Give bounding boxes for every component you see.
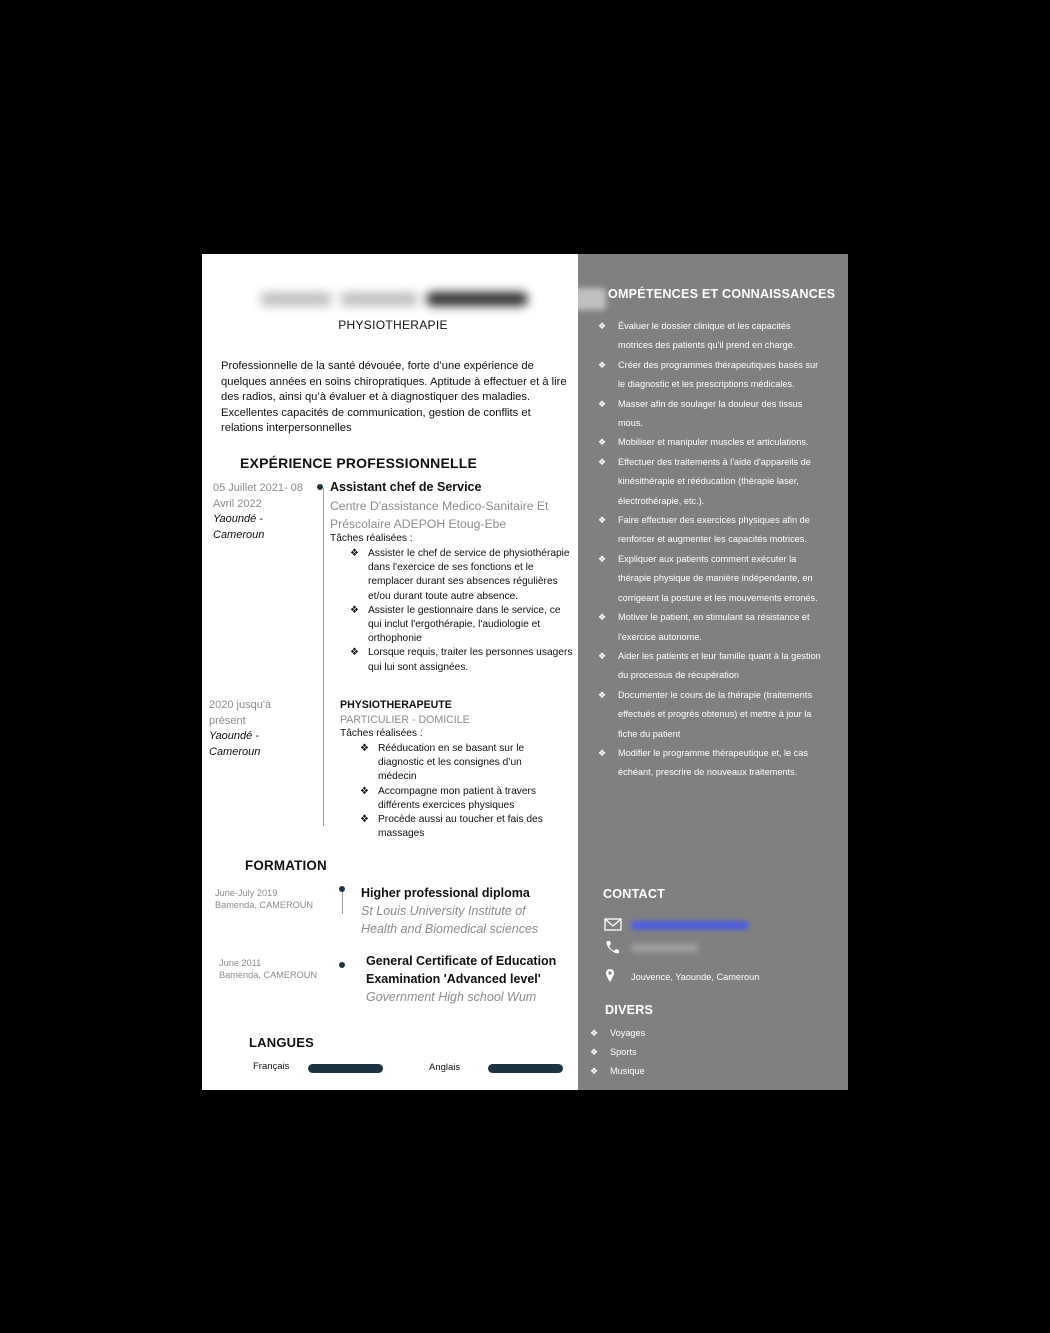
skills-heading: OMPÉTENCES ET CONNAISSANCES <box>608 287 836 301</box>
diamond-bullet-icon: ❖ <box>350 647 359 659</box>
job-tasks <box>340 742 550 841</box>
experience-heading: EXPÉRIENCE PROFESSIONNELLE <box>240 455 478 471</box>
job-title: Assistant chef de Service <box>330 480 482 494</box>
education-title: General Certificate of Education Examination 'Advanced level' <box>366 954 557 986</box>
education-school: St Louis University Institute of Health and Biomedical sciences <box>361 904 539 936</box>
diamond-bullet-icon: ❖ <box>360 814 369 826</box>
education-place: Bamenda, CAMEROUN <box>215 900 314 910</box>
languages-heading: LANGUES <box>249 1035 314 1050</box>
skill-item: ❖ Expliquer aux patients comment exécuter la thérapie physique de manière indépendante, en corrigeant la posture et les mouvements erronés. <box>598 550 823 608</box>
diamond-bullet-icon: ❖ <box>590 1047 599 1058</box>
education-heading: FORMATION <box>245 858 327 873</box>
language-level-bar <box>488 1064 563 1073</box>
language-label: Français <box>253 1061 290 1072</box>
education-date <box>219 957 317 981</box>
tasks-label: Tâches réalisées : <box>330 533 413 544</box>
skill-item: ❖ Documenter le cours de la thérapie (traitements effectués et progrès obtenus) et mettre à jour la fiche du patient <box>598 686 823 744</box>
diamond-bullet-icon: ❖ <box>598 515 607 526</box>
skill-item: ❖ Mobiliser et manipuler muscles et articulations. <box>598 433 823 452</box>
divers-item: ❖ Musique <box>590 1062 645 1081</box>
email-redacted <box>631 921 749 930</box>
education-school: Government High school Wum <box>366 990 537 1004</box>
contact-address: Jouvence, Yaounde, Cameroun <box>631 972 760 982</box>
skills-list <box>598 317 823 783</box>
language-label: Anglais <box>429 1062 461 1073</box>
skill-item: ❖ Masser afin de soulager la douleur des tissus mous. <box>598 395 823 434</box>
main-column <box>202 254 578 1090</box>
skill-item: ❖ Aider les patients et leur famille quant à la gestion du processus de récupération <box>598 647 823 686</box>
experience-timeline <box>323 488 324 826</box>
phone-icon <box>604 939 622 955</box>
diamond-bullet-icon: ❖ <box>598 612 607 623</box>
sidebar <box>578 254 848 1090</box>
diamond-bullet-icon: ❖ <box>598 456 607 467</box>
phone-redacted <box>631 944 699 952</box>
contact-heading: CONTACT <box>603 887 666 901</box>
mail-icon <box>604 917 622 933</box>
task-item: ❖ Procède aussi au toucher et fais des massages <box>360 814 543 840</box>
task-item: ❖ Lorsque requis, traiter les personnes usagers qui lui sont assignées. <box>350 647 573 673</box>
tasks-label: Tâches réalisées : <box>340 728 423 739</box>
job-date <box>209 698 295 760</box>
diamond-bullet-icon: ❖ <box>598 321 607 331</box>
skill-item: ❖ Motiver le patient, en stimulant sa résistance et l'exercice autonome. <box>598 608 823 647</box>
job-company: Centre D'assistance Medico-Sanitaire Et Préscolaire ADEPOH Etoug-Ebe <box>330 499 549 531</box>
task-item: ❖ Assister le chef de service de physiothérapie dans l'exercice de ses fonctions et le remplacer durant ses absences régulières et/ou durant toute autre absence. <box>350 548 570 602</box>
diamond-bullet-icon: ❖ <box>598 650 607 661</box>
education-place: Bamenda, CAMEROUN <box>219 970 318 980</box>
diamond-bullet-icon: ❖ <box>598 437 607 448</box>
resume-page <box>202 254 848 1090</box>
location-pin-icon <box>604 968 622 984</box>
education-date-text: June 2011 <box>219 958 262 968</box>
education-date-text: June-July 2019 <box>215 888 278 898</box>
profile-summary: Professionnelle de la santé dévouée, forte d’une expérience de quelques années en soins chiropratiques. Aptitude à effectuer et à lire des radios, ainsi qu’à évaluer et à diagnostiquer des maladies. Excellentes capacités de communication, gestion de conflits et relations interpersonnelles <box>221 360 567 435</box>
heading-redaction <box>572 288 606 310</box>
skill-item: ❖ Modifier le programme thérapeutique et, le cas échéant, prescrire de nouveaux traitements. <box>598 744 823 783</box>
diamond-bullet-icon: ❖ <box>598 359 607 370</box>
divers-list <box>590 1024 645 1082</box>
language-level-bar <box>308 1064 383 1073</box>
job-title: PHYSIOTHERAPEUTE <box>340 699 452 711</box>
job-date-text: 2020 jusqu'à présent <box>209 699 272 727</box>
job-date-text: 05 Juillet 2021- 08 Avril 2022 <box>213 482 303 510</box>
timeline-dot <box>339 886 345 892</box>
education-date <box>215 887 313 911</box>
diamond-bullet-icon: ❖ <box>598 553 607 564</box>
diamond-bullet-icon: ❖ <box>360 785 369 797</box>
diamond-bullet-icon: ❖ <box>350 604 359 616</box>
job-place: Yaoundé - Cameroun <box>213 513 265 541</box>
diamond-bullet-icon: ❖ <box>598 689 607 700</box>
divers-item: ❖ Sports <box>590 1043 645 1062</box>
job-place: Yaoundé - Cameroun <box>209 730 261 758</box>
skill-item: ❖ Créer des programmes thérapeutiques basés sur le diagnostic et les prescriptions médicales. <box>598 356 823 395</box>
task-item: ❖ Assister le gestionnaire dans le service, ce qui inclut l'ergothérapie, l'audiologie et orthophonie <box>350 604 561 645</box>
job-subtitle: PHYSIOTHERAPIE <box>338 318 448 332</box>
skill-item: ❖ Effectuer des traitements à l'aide d'appareils de kinésithérapie et rééducation (thérapie laser, électrothérapie, etc.). <box>598 453 823 511</box>
education-title: Higher professional diploma <box>361 886 530 900</box>
diamond-bullet-icon: ❖ <box>590 1066 599 1077</box>
job-tasks <box>330 547 574 675</box>
diamond-bullet-icon: ❖ <box>350 548 359 559</box>
timeline-dot <box>317 484 323 490</box>
timeline-dot <box>339 962 345 968</box>
divers-item: ❖ Voyages <box>590 1024 645 1043</box>
skill-item: ❖ Faire effectuer des exercices physiques afin de renforcer et augmenter les capacités motrices. <box>598 511 823 550</box>
task-item: ❖ Accompagne mon patient à travers différents exercices physiques <box>360 785 536 811</box>
task-item: ❖ Rééducation en se basant sur le diagnostic et les consignes d’un médecin <box>360 743 525 783</box>
candidate-name-redacted <box>260 287 528 313</box>
diamond-bullet-icon: ❖ <box>598 398 607 409</box>
job-company: PARTICULIER - DOMICILE <box>340 714 470 726</box>
job-date <box>213 481 313 543</box>
education-timeline <box>342 890 343 914</box>
diamond-bullet-icon: ❖ <box>590 1028 599 1038</box>
divers-heading: DIVERS <box>605 1003 654 1017</box>
diamond-bullet-icon: ❖ <box>598 747 607 758</box>
skill-item: ❖ Évaluer le dossier clinique et les capacités motrices des patients qu'il prend en charge. <box>598 317 823 356</box>
diamond-bullet-icon: ❖ <box>360 743 369 754</box>
